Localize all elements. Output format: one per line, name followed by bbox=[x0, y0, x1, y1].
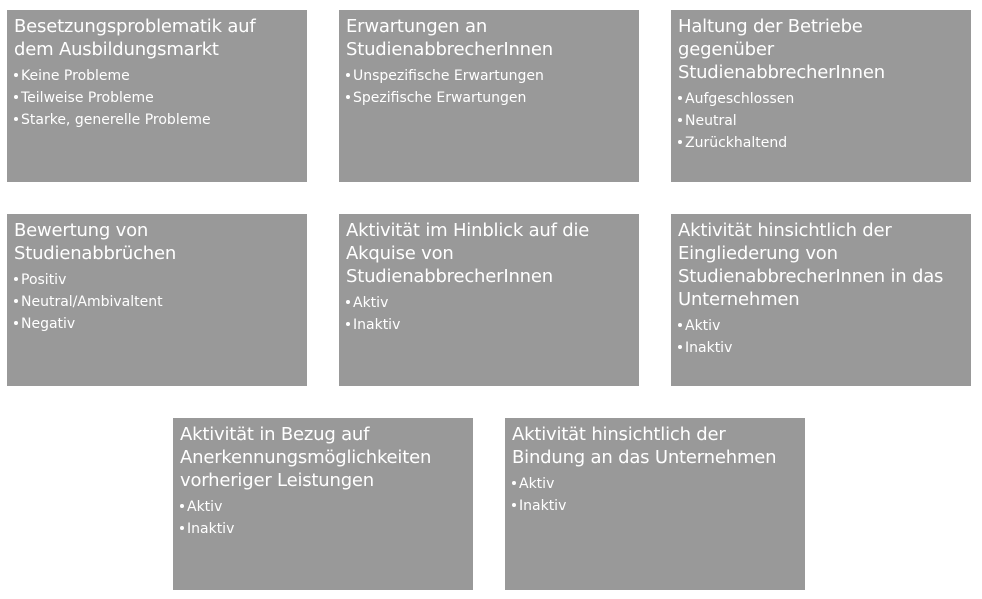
box-title-line: StudienabbrecherInnen in das bbox=[678, 266, 944, 287]
box-title-line: Aktivität hinsichtlich der bbox=[512, 424, 726, 445]
box-title-line: Besetzungsproblematik auf bbox=[14, 16, 256, 37]
box-title bbox=[180, 423, 466, 492]
box-item-list bbox=[346, 292, 632, 336]
list-item-label: Inaktiv bbox=[187, 521, 235, 537]
box-title-line: gegenüber bbox=[678, 39, 774, 60]
category-box-akquise bbox=[339, 214, 639, 386]
bullet-icon bbox=[346, 95, 350, 99]
bullet-icon bbox=[14, 299, 18, 303]
list-item bbox=[346, 87, 632, 109]
box-item-list bbox=[180, 496, 466, 540]
box-title-line: StudienabbrecherInnen bbox=[678, 62, 885, 83]
list-item bbox=[678, 315, 964, 337]
box-item-list bbox=[678, 88, 964, 154]
category-box-haltung bbox=[671, 10, 971, 182]
list-item bbox=[512, 495, 798, 517]
box-title bbox=[678, 15, 964, 84]
box-title bbox=[678, 219, 964, 311]
category-box-besetzungsproblematik bbox=[7, 10, 307, 182]
box-title-line: Bindung an das Unternehmen bbox=[512, 447, 777, 468]
list-item bbox=[346, 292, 632, 314]
box-item-list bbox=[346, 65, 632, 109]
list-item bbox=[678, 337, 964, 359]
list-item bbox=[180, 496, 466, 518]
list-item-label: Aktiv bbox=[519, 476, 555, 492]
list-item-label: Inaktiv bbox=[519, 498, 567, 514]
category-box-erwartungen bbox=[339, 10, 639, 182]
box-title bbox=[346, 15, 632, 61]
list-item-label: Inaktiv bbox=[685, 340, 733, 356]
box-title bbox=[14, 219, 300, 265]
list-item-label: Positiv bbox=[21, 272, 67, 288]
bullet-icon bbox=[678, 140, 682, 144]
list-item bbox=[14, 313, 300, 335]
bullet-icon bbox=[512, 503, 516, 507]
list-item bbox=[512, 473, 798, 495]
bullet-icon bbox=[14, 321, 18, 325]
list-item bbox=[14, 269, 300, 291]
bullet-icon bbox=[346, 322, 350, 326]
box-title-line: Aktivität in Bezug auf bbox=[180, 424, 370, 445]
bullet-icon bbox=[678, 345, 682, 349]
box-title-line: Studienabbrüchen bbox=[14, 243, 177, 264]
list-item-label: Spezifische Erwartungen bbox=[353, 90, 527, 106]
list-item bbox=[346, 65, 632, 87]
list-item-label: Aktiv bbox=[353, 295, 389, 311]
list-item bbox=[14, 65, 300, 87]
list-item-label: Zurückhaltend bbox=[685, 135, 788, 151]
list-item bbox=[180, 518, 466, 540]
list-item bbox=[14, 87, 300, 109]
box-title-line: Aktivität im Hinblick auf die bbox=[346, 220, 590, 241]
category-box-anerkennung bbox=[173, 418, 473, 590]
list-item-label: Aktiv bbox=[187, 499, 223, 515]
list-item bbox=[14, 109, 300, 131]
box-item-list bbox=[678, 315, 964, 359]
list-item-label: Aufgeschlossen bbox=[685, 91, 795, 107]
box-title-line: Unternehmen bbox=[678, 289, 800, 310]
box-title-line: dem Ausbildungsmarkt bbox=[14, 39, 219, 60]
list-item-label: Aktiv bbox=[685, 318, 721, 334]
box-item-list bbox=[14, 65, 300, 131]
category-box-eingliederung bbox=[671, 214, 971, 386]
list-item-label: Starke, generelle Probleme bbox=[21, 112, 211, 128]
box-title-line: Akquise von bbox=[346, 243, 454, 264]
list-item bbox=[346, 314, 632, 336]
box-title bbox=[346, 219, 632, 288]
bullet-icon bbox=[14, 95, 18, 99]
bullet-icon bbox=[678, 96, 682, 100]
box-title-line: Erwartungen an bbox=[346, 16, 488, 37]
category-box-bindung bbox=[505, 418, 805, 590]
list-item-label: Teilweise Probleme bbox=[21, 90, 154, 106]
box-item-list bbox=[14, 269, 300, 335]
list-item-label: Neutral/Ambivaltent bbox=[21, 294, 163, 310]
box-title-line: StudienabbrecherInnen bbox=[346, 266, 553, 287]
bullet-icon bbox=[14, 117, 18, 121]
bullet-icon bbox=[346, 73, 350, 77]
bullet-icon bbox=[180, 504, 184, 508]
list-item bbox=[678, 110, 964, 132]
box-title-line: Bewertung von bbox=[14, 220, 149, 241]
list-item bbox=[678, 132, 964, 154]
box-title bbox=[512, 423, 798, 469]
bullet-icon bbox=[678, 323, 682, 327]
box-title-line: Aktivität hinsichtlich der bbox=[678, 220, 892, 241]
box-item-list bbox=[512, 473, 798, 517]
box-title bbox=[14, 15, 300, 61]
bullet-icon bbox=[512, 481, 516, 485]
category-box-bewertung bbox=[7, 214, 307, 386]
bullet-icon bbox=[14, 277, 18, 281]
list-item-label: Inaktiv bbox=[353, 317, 401, 333]
list-item bbox=[14, 291, 300, 313]
box-title-line: StudienabbrecherInnen bbox=[346, 39, 553, 60]
box-title-line: Anerkennungsmöglichkeiten bbox=[180, 447, 432, 468]
list-item-label: Unspezifische Erwartungen bbox=[353, 68, 544, 84]
list-item-label: Neutral bbox=[685, 113, 737, 129]
bullet-icon bbox=[180, 526, 184, 530]
box-title-line: Haltung der Betriebe bbox=[678, 16, 863, 37]
list-item bbox=[678, 88, 964, 110]
bullet-icon bbox=[14, 73, 18, 77]
box-title-line: vorheriger Leistungen bbox=[180, 470, 375, 491]
bullet-icon bbox=[678, 118, 682, 122]
bullet-icon bbox=[346, 300, 350, 304]
box-title-line: Eingliederung von bbox=[678, 243, 838, 264]
list-item-label: Negativ bbox=[21, 316, 76, 332]
list-item-label: Keine Probleme bbox=[21, 68, 130, 84]
